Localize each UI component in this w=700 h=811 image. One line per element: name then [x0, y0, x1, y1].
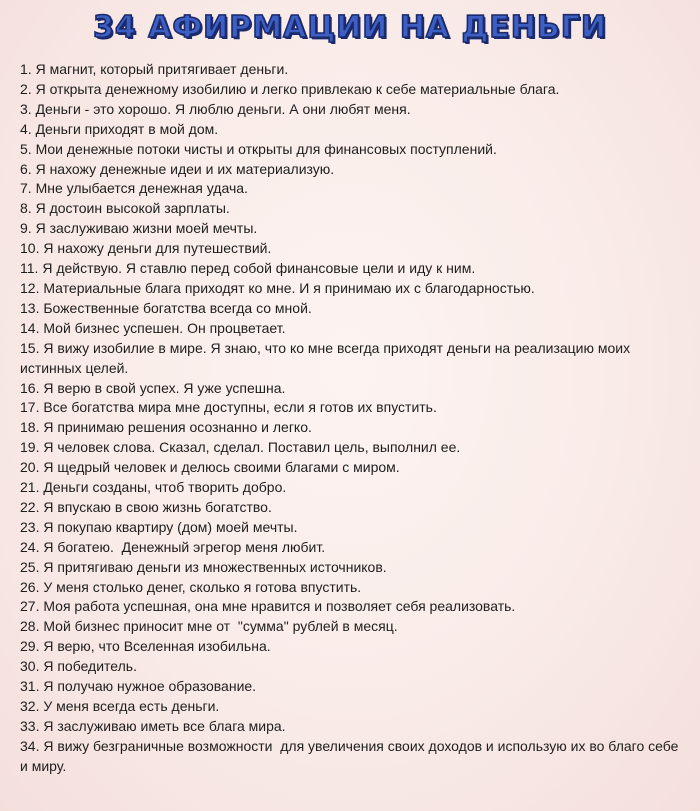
affirmation-item: 24. Я богатею. Денежный эгрегор меня любит.	[20, 538, 326, 555]
affirmation-item: 9. Я заслуживаю жизни моей мечты.	[20, 220, 258, 237]
affirmation-item: 10. Я нахожу деньги для путешествий.	[20, 240, 272, 257]
affirmation-item: 8. Я достоин высокой зарплаты.	[20, 200, 230, 217]
affirmation-item: 25. Я притягиваю деньги из множественных источников.	[20, 558, 387, 575]
affirmation-list	[20, 60, 688, 777]
affirmation-item: 31. Я получаю нужное образование.	[20, 678, 257, 695]
affirmation-item: 12. Материальные блага приходят ко мне. И я принимаю их с благодарностью.	[20, 279, 535, 296]
affirmation-item: 1. Я магнит, который притягивает деньги.	[20, 61, 289, 77]
affirmation-item: 15. Я вижу изобилие в мире. Я знаю, что ко мне всегда приходят деньги на реализацию моих истинных целей.	[20, 339, 635, 376]
affirmation-item: 2. Я открыта денежному изобилию и легко привлекаю к себе материальные блага.	[20, 80, 560, 97]
affirmation-item: 34. Я вижу безграничные возможности для увеличения своих доходов и использую их во благо себе и миру.	[20, 737, 683, 774]
affirmation-item: 14. Мой бизнес успешен. Он процветает.	[20, 319, 286, 336]
affirmation-item: 6. Я нахожу денежные идеи и их материализую.	[20, 160, 335, 177]
affirmation-item: 28. Мой бизнес приносит мне от "сумма" рублей в месяц.	[20, 618, 398, 635]
affirmation-item: 7. Мне улыбается денежная удача.	[20, 180, 248, 197]
page-title: 34 АФИРМАЦИИ НА ДЕНЬГИ	[93, 10, 607, 45]
affirmation-item: 29. Я верю, что Вселенная изобильна.	[20, 638, 271, 655]
affirmation-item: 11. Я действую. Я ставлю перед собой финансовые цели и иду к ним.	[20, 260, 476, 277]
affirmation-item: 23. Я покупаю квартиру (дом) моей мечты.	[20, 518, 298, 535]
affirmation-item: 13. Божественные богатства всегда со мной.	[20, 299, 312, 316]
affirmation-item: 33. Я заслуживаю иметь все блага мира.	[20, 717, 286, 734]
affirmation-item: 20. Я щедрый человек и делюсь своими благами с миром.	[20, 459, 400, 476]
affirmation-item: 26. У меня столько денег, сколько я готова впустить.	[20, 578, 362, 595]
affirmation-item: 21. Деньги созданы, чтоб творить добро.	[20, 479, 287, 496]
affirmation-item: 17. Все богатства мира мне доступны, если я готов их впустить.	[20, 399, 437, 416]
affirmation-item: 18. Я принимаю решения осознанно и легко.	[20, 419, 312, 436]
affirmation-item: 30. Я победитель.	[20, 658, 137, 675]
affirmation-item: 19. Я человек слова. Сказал, сделал. Поставил цель, выполнил ее.	[20, 439, 461, 456]
affirmation-item: 22. Я впускаю в свою жизнь богатство.	[20, 498, 272, 515]
affirmation-item: 16. Я верю в свой успех. Я уже успешна.	[20, 379, 286, 396]
affirmation-item: 32. У меня всегда есть деньги.	[20, 698, 220, 714]
affirmation-item: 3. Деньги - это хорошо. Я люблю деньги. А они любят меня.	[20, 100, 411, 117]
affirmation-item: 5. Мои денежные потоки чисты и открыты для финансовых поступлений.	[20, 140, 497, 157]
affirmation-item: 4. Деньги приходят в мой дом.	[20, 120, 219, 137]
affirmation-item: 27. Моя работа успешная, она мне нравится и позволяет себя реализовать.	[20, 598, 516, 615]
